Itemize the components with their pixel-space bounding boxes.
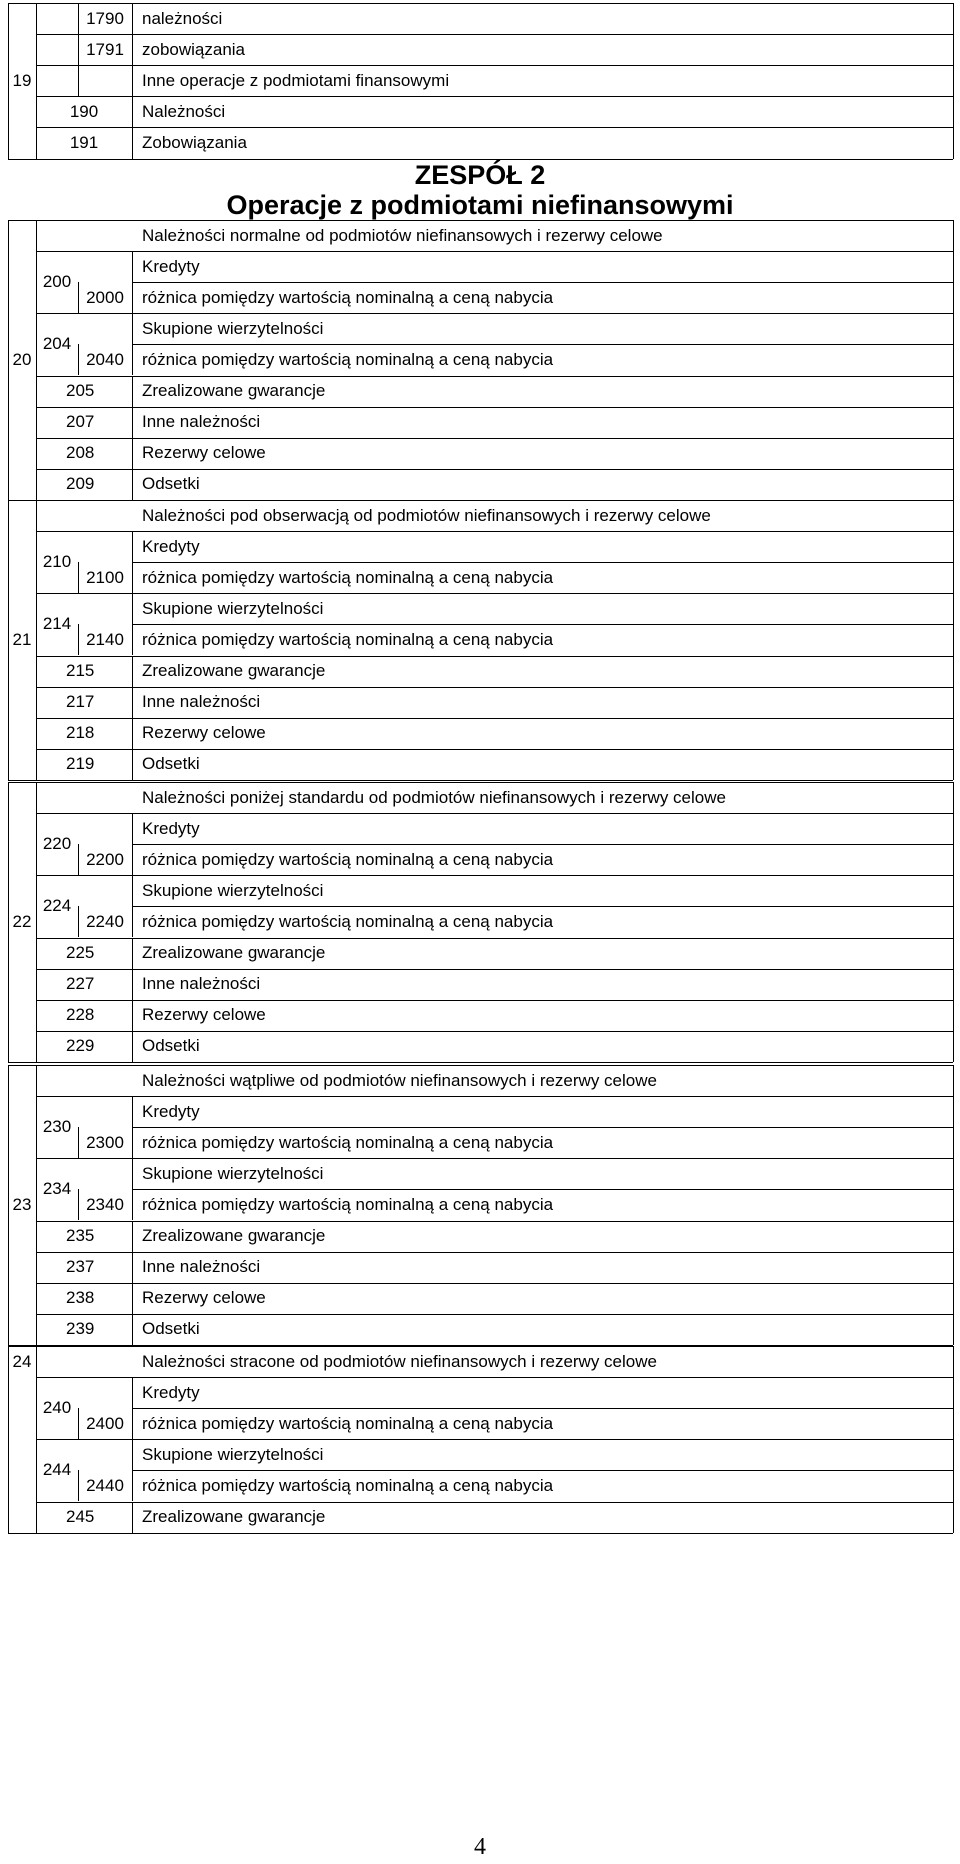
- table-row-rule: [36, 1283, 953, 1284]
- account-label: Kredyty: [142, 819, 200, 838]
- group-col-rule: [36, 1065, 37, 1345]
- group-border-left: [8, 1065, 9, 1345]
- table-row-rule: [36, 1062, 953, 1063]
- subaccount-number: 240: [42, 1398, 72, 1417]
- table-row-rule: [132, 344, 953, 345]
- table-col-rule: [132, 969, 133, 1000]
- account-label: różnica pomiędzy wartością nominalną a ceną nabycia: [142, 1414, 554, 1433]
- account-label: Odsetki: [142, 474, 200, 493]
- account-label: Inne należności: [142, 412, 261, 431]
- table-col-rule: [132, 1252, 133, 1283]
- account-label: Skupione wierzytelności: [142, 1164, 324, 1183]
- table-row-rule: [36, 65, 953, 66]
- table-col-rule: [78, 562, 79, 593]
- account-label: Inne należności: [142, 692, 261, 711]
- account-label: Odsetki: [142, 1319, 200, 1338]
- subaccount-number: 218: [66, 723, 95, 742]
- table-row-rule: [36, 531, 953, 532]
- account-label: Rezerwy celowe: [142, 1288, 266, 1307]
- table-col-rule: [78, 624, 79, 655]
- account-label: zobowiązania: [142, 40, 246, 59]
- subaccount-number: 220: [42, 834, 72, 853]
- table-row-rule: [36, 780, 953, 781]
- group-number: 20: [12, 350, 32, 369]
- group-number: 23: [12, 1195, 32, 1214]
- table-col-rule: [132, 593, 133, 655]
- table-col-rule: [132, 1283, 133, 1314]
- subaccount-number: 224: [42, 896, 72, 915]
- account-label: Kredyty: [142, 257, 200, 276]
- account-label: Rezerwy celowe: [142, 1005, 266, 1024]
- table-col-rule: [132, 313, 133, 375]
- subaccount-number: 225: [66, 943, 95, 962]
- table-row-rule: [36, 1221, 953, 1222]
- table-row-rule: [36, 1158, 953, 1159]
- table-row-rule: [36, 593, 953, 594]
- group-border-left: [8, 1346, 9, 1533]
- table-row-rule: [36, 313, 953, 314]
- subaccount-number: 210: [42, 552, 72, 571]
- table-row-rule: [36, 1377, 953, 1378]
- group-number: 19: [12, 71, 32, 90]
- table-row-rule: [36, 438, 953, 439]
- table-row-rule: [36, 1031, 953, 1032]
- account-label: Rezerwy celowe: [142, 443, 266, 462]
- group-border-right: [953, 500, 954, 780]
- account-label: Inne należności: [142, 1257, 261, 1276]
- subaccount-number: 207: [66, 412, 95, 431]
- account-label: różnica pomiędzy wartością nominalną a ceną nabycia: [142, 912, 554, 931]
- account-label: różnica pomiędzy wartością nominalną a ceną nabycia: [142, 850, 554, 869]
- table-col-rule: [132, 1377, 133, 1439]
- table-border-right: [953, 3, 954, 159]
- section-subtitle: Operacje z podmiotami niefinansowymi: [226, 190, 734, 220]
- table-col-rule: [78, 1189, 79, 1220]
- subaccount-number: 209: [66, 474, 95, 493]
- table-row-rule: [36, 127, 953, 128]
- table-row-rule: [36, 96, 953, 97]
- table-col-rule: [78, 1127, 79, 1158]
- subaccount-number: 237: [66, 1257, 95, 1276]
- table-row-rule: [36, 718, 953, 719]
- table-col-rule: [132, 469, 133, 500]
- table-col-rule: [132, 1439, 133, 1501]
- account-code: 2140: [86, 630, 124, 649]
- table-row-rule: [36, 687, 953, 688]
- account-label: Odsetki: [142, 1036, 200, 1055]
- subaccount-number: 190: [69, 102, 99, 121]
- group-border-top: [8, 782, 953, 783]
- subaccount-number: 205: [66, 381, 95, 400]
- table-col-rule: [132, 938, 133, 969]
- table-col-rule: [78, 344, 79, 375]
- account-label: należności: [142, 9, 223, 28]
- account-label: Należności: [142, 102, 226, 121]
- account-label: Zrealizowane gwarancje: [142, 661, 326, 680]
- table-col-rule: [132, 1096, 133, 1158]
- table-col-rule: [78, 844, 79, 875]
- subaccount-number: 228: [66, 1005, 95, 1024]
- group-border-right: [953, 1065, 954, 1345]
- account-code: 2400: [86, 1414, 124, 1433]
- table-row-rule: [36, 875, 953, 876]
- table-row-rule: [132, 562, 953, 563]
- account-label: Rezerwy celowe: [142, 723, 266, 742]
- table-row-rule: [36, 407, 953, 408]
- table-row-rule: [132, 906, 953, 907]
- group-header-label: Należności stracone od podmiotów niefinansowych i rezerwy celowe: [142, 1352, 657, 1371]
- table-row-rule: [36, 1439, 953, 1440]
- group-number: 24: [12, 1352, 32, 1371]
- group-header-label: Należności wątpliwe od podmiotów niefinansowych i rezerwy celowe: [142, 1071, 657, 1090]
- table-col-rule: [132, 1221, 133, 1252]
- table-row-rule: [36, 1096, 953, 1097]
- account-label: różnica pomiędzy wartością nominalną a ceną nabycia: [142, 1476, 554, 1495]
- account-label: różnica pomiędzy wartością nominalną a ceną nabycia: [142, 288, 554, 307]
- group-col-rule: [36, 500, 37, 780]
- account-label: Kredyty: [142, 537, 200, 556]
- subaccount-number: 239: [66, 1319, 95, 1338]
- account-label: Zobowiązania: [142, 133, 247, 152]
- table-row-rule: [36, 1252, 953, 1253]
- account-label: różnica pomiędzy wartością nominalną a ceną nabycia: [142, 1195, 554, 1214]
- table-col-rule: [132, 3, 133, 159]
- group-header-label: Należności poniżej standardu od podmiotów niefinansowych i rezerwy celowe: [142, 788, 726, 807]
- table-col-rule: [132, 656, 133, 687]
- table-row-rule: [132, 1127, 953, 1128]
- table-row-rule: [36, 938, 953, 939]
- table-border-left: [8, 3, 9, 159]
- subaccount-number: 235: [66, 1226, 95, 1245]
- table-col-rule: [132, 1031, 133, 1062]
- table-col-rule: [132, 749, 133, 780]
- account-label: Zrealizowane gwarancje: [142, 943, 326, 962]
- account-code: 1790: [86, 9, 124, 28]
- table-col-rule: [78, 3, 79, 96]
- table-row-rule: [36, 34, 953, 35]
- table-row-rule: [36, 1533, 953, 1534]
- subaccount-number: 238: [66, 1288, 95, 1307]
- account-code: 2000: [86, 288, 124, 307]
- table-row-rule: [132, 1408, 953, 1409]
- group-border-left: [8, 782, 9, 1062]
- account-label: różnica pomiędzy wartością nominalną a ceną nabycia: [142, 1133, 554, 1152]
- group-border-right: [953, 782, 954, 1062]
- table-row-rule: [36, 656, 953, 657]
- subaccount-number: 217: [66, 692, 95, 711]
- group-border-top: [8, 500, 953, 501]
- account-label: Skupione wierzytelności: [142, 881, 324, 900]
- subaccount-number: 244: [42, 1460, 72, 1479]
- group-border-left: [8, 500, 9, 780]
- table-col-rule: [132, 875, 133, 937]
- subaccount-number: 230: [42, 1117, 72, 1136]
- account-code: 2340: [86, 1195, 124, 1214]
- group-number: 22: [12, 912, 32, 931]
- account-code: 2300: [86, 1133, 124, 1152]
- subaccount-number: 234: [42, 1179, 72, 1198]
- table-row-rule: [132, 1189, 953, 1190]
- table-col-rule: [78, 1470, 79, 1501]
- subaccount-number: 219: [66, 754, 95, 773]
- group-border-right: [953, 220, 954, 500]
- table-row-rule: [132, 1470, 953, 1471]
- group-border-left: [8, 220, 9, 500]
- table-row-rule: [36, 376, 953, 377]
- account-code: 2040: [86, 350, 124, 369]
- table-row-rule: [36, 1502, 953, 1503]
- group-border-top: [8, 1346, 953, 1347]
- group-header-label: Należności pod obserwacją od podmiotów niefinansowych i rezerwy celowe: [142, 506, 711, 525]
- group-col-rule: [36, 782, 37, 1062]
- subaccount-number: 245: [66, 1507, 95, 1526]
- group-col-rule: [36, 220, 37, 500]
- account-label: Zrealizowane gwarancje: [142, 1507, 326, 1526]
- table-row-rule: [132, 844, 953, 845]
- subaccount-number: 229: [66, 1036, 95, 1055]
- account-label: Inne operacje z podmiotami finansowymi: [142, 71, 450, 90]
- account-label: różnica pomiędzy wartością nominalną a ceną nabycia: [142, 630, 554, 649]
- table-col-rule: [132, 531, 133, 593]
- table-col-rule: [78, 1408, 79, 1439]
- table-col-rule: [132, 718, 133, 749]
- group-header-label: Należności normalne od podmiotów niefinansowych i rezerwy celowe: [142, 226, 663, 245]
- account-code: 1791: [86, 40, 124, 59]
- table-col-rule: [132, 251, 133, 313]
- group-border-top: [8, 220, 953, 221]
- table-row-rule: [36, 969, 953, 970]
- group-number: 21: [12, 630, 32, 649]
- group-border-top: [8, 1065, 953, 1066]
- subaccount-number: 227: [66, 974, 95, 993]
- table-row-rule: [36, 1314, 953, 1315]
- account-label: Skupione wierzytelności: [142, 1445, 324, 1464]
- account-label: Zrealizowane gwarancje: [142, 381, 326, 400]
- account-label: Zrealizowane gwarancje: [142, 1226, 326, 1245]
- table-col-rule: [132, 687, 133, 718]
- account-label: Inne należności: [142, 974, 261, 993]
- table-col-rule: [132, 1502, 133, 1533]
- subaccount-number: 191: [69, 133, 99, 152]
- account-label: różnica pomiędzy wartością nominalną a ceną nabycia: [142, 350, 554, 369]
- group-border-right: [953, 1346, 954, 1533]
- table-row-rule: [132, 624, 953, 625]
- table-col-rule: [78, 906, 79, 937]
- section-title: ZESPÓŁ 2: [414, 160, 546, 190]
- table-col-rule: [132, 407, 133, 438]
- account-label: Skupione wierzytelności: [142, 599, 324, 618]
- account-label: Kredyty: [142, 1383, 200, 1402]
- table-col-rule: [36, 3, 37, 159]
- account-code: 2100: [86, 568, 124, 587]
- subaccount-number: 204: [42, 334, 72, 353]
- table-row-rule: [36, 469, 953, 470]
- table-row-rule: [36, 1000, 953, 1001]
- account-label: Kredyty: [142, 1102, 200, 1121]
- subaccount-number: 214: [42, 614, 72, 633]
- account-code: 2240: [86, 912, 124, 931]
- table-col-rule: [132, 1314, 133, 1345]
- table-col-rule: [132, 813, 133, 875]
- page-number: 4: [474, 1834, 486, 1860]
- table-row-rule: [132, 282, 953, 283]
- subaccount-number: 215: [66, 661, 95, 680]
- account-label: Odsetki: [142, 754, 200, 773]
- table-col-rule: [132, 1000, 133, 1031]
- account-label: różnica pomiędzy wartością nominalną a ceną nabycia: [142, 568, 554, 587]
- table-col-rule: [132, 438, 133, 469]
- account-code: 2440: [86, 1476, 124, 1495]
- table-col-rule: [78, 282, 79, 313]
- table-row-rule: [36, 813, 953, 814]
- account-label: Skupione wierzytelności: [142, 319, 324, 338]
- account-code: 2200: [86, 850, 124, 869]
- subaccount-number: 208: [66, 443, 95, 462]
- table-col-rule: [132, 1158, 133, 1220]
- subaccount-number: 200: [42, 272, 72, 291]
- table-row-rule: [36, 749, 953, 750]
- table-col-rule: [132, 376, 133, 407]
- table-border-top: [8, 3, 953, 4]
- table-row-rule: [36, 251, 953, 252]
